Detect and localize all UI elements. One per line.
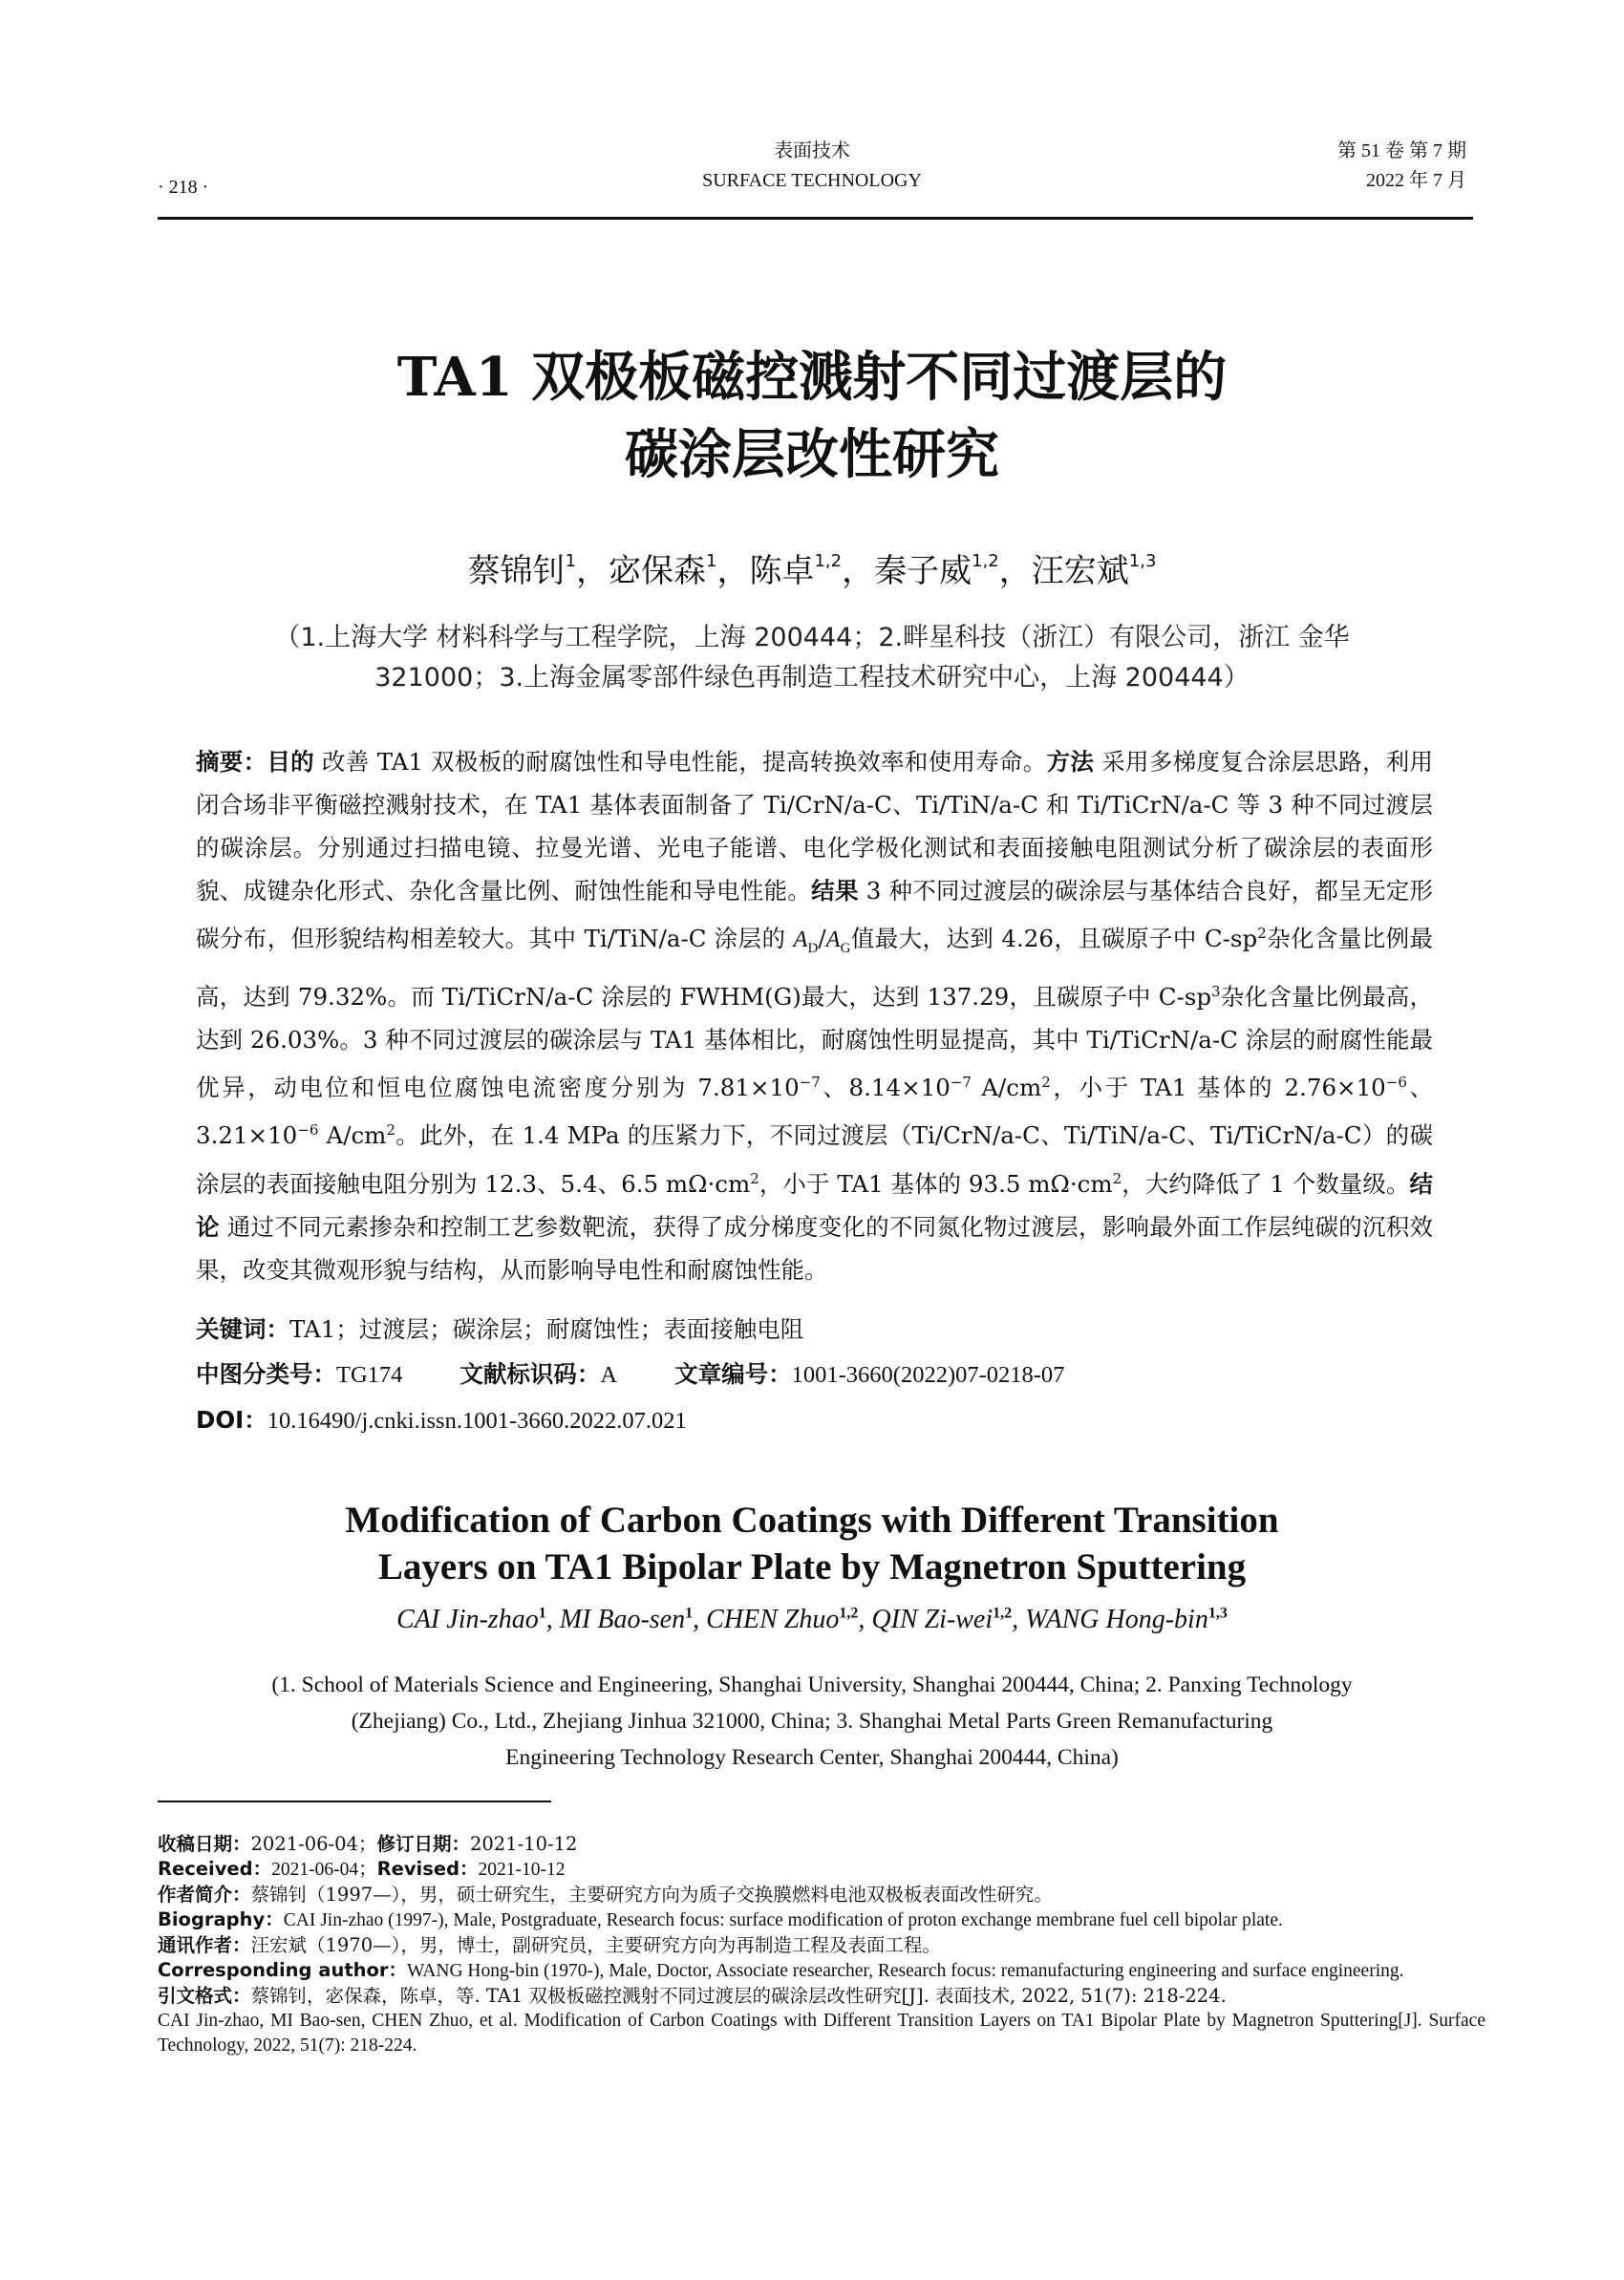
exponent: 2 bbox=[1041, 1074, 1051, 1092]
title-en-line2: Layers on TA1 Bipolar Plate by Magnetron Sputtering bbox=[377, 1545, 1247, 1587]
abstract-result: 杂化含量比例最高，达到 79.32%。而 Ti/TiCrN/a-C 涂层的 FWHM(G)最大，达到 137.29，且碳原子中 C-sp bbox=[196, 925, 1434, 1012]
author-cn: 蔡锦钊 bbox=[467, 552, 566, 590]
author-cn: 陈卓 bbox=[749, 552, 815, 590]
citation-en: CAI Jin-zhao, MI Bao-sen, CHEN Zhuo, et al. Modification of Carbon Coatings with Different Transition Layers on TA1 Bipolar Plate by Magnetron Sputtering[J]. Surface Technology, 2022, 51(7): 218-224. bbox=[158, 2011, 1485, 2056]
conclusion-label: 结论 bbox=[196, 1169, 1433, 1241]
sp2-superscript: 2 bbox=[1257, 925, 1267, 942]
affiliation-cn-line2: 321000；3.上海金属零部件绿色再制造工程技术研究中心，上海 200444） bbox=[374, 662, 1250, 693]
doi-value[interactable]: 10.16490/j.cnki.issn.1001-3660.2022.07.021 bbox=[267, 1408, 687, 1434]
page-title-cn bbox=[0, 339, 1624, 494]
objective-label: 目的 bbox=[267, 748, 314, 776]
authors-cn: 蔡锦钊$^1$，宓保森$^1$，陈卓$^{1,2}$，秦子威$^{1,2}$，汪宏斌$^{1,3}$ bbox=[467, 551, 1157, 590]
doccode-value: A bbox=[600, 1362, 618, 1388]
journal-name-cn: 表面技术 bbox=[774, 140, 850, 161]
affiliation-en-line1: (1. School of Materials Science and Engineering, Shanghai University, Shanghai 200444, China; 2. Panxing Technology bbox=[271, 1673, 1353, 1697]
title-en-line1: Modification of Carbon Coatings with Different Transition bbox=[345, 1500, 1279, 1541]
revised-en-label: Revised： bbox=[376, 1858, 479, 1880]
biography-cn bbox=[158, 1883, 1485, 1907]
abstract-result: A/cm bbox=[318, 1121, 387, 1150]
affiliation-cn bbox=[210, 618, 1414, 698]
received-en-label: Received： bbox=[158, 1858, 272, 1880]
author-en-sup: 1 bbox=[538, 1605, 546, 1622]
article-number-value: 1001-3660(2022)07-0218-07 bbox=[791, 1362, 1065, 1388]
sp3-superscript: 3 bbox=[1211, 983, 1221, 1001]
issue-info bbox=[1337, 137, 1466, 196]
abstract-conclusion: 通过不同元素掺杂和控制工艺参数靶流，获得了成分梯度变化的不同氮化物过渡层，影响最外面工作层纯碳的沉积效果，改变其微观形貌与结构，从而影响导电性和耐腐蚀性能。 bbox=[196, 1212, 1433, 1284]
clc-value: TG174 bbox=[336, 1362, 403, 1388]
keywords-value: TA1；过渡层；碳涂层；耐腐蚀性；表面接触电阻 bbox=[289, 1315, 804, 1343]
exponent: 2 bbox=[386, 1121, 395, 1140]
result-label: 结果 bbox=[811, 877, 859, 905]
citation-cn bbox=[158, 1984, 1485, 2009]
corresponding-cn-value: 汪宏斌（1970—），男，博士，副研究员，主要研究方向为再制造工程及表面工程。 bbox=[250, 1934, 941, 1956]
abstract-result: A/cm bbox=[971, 1074, 1042, 1102]
affiliation-en bbox=[210, 1667, 1414, 1776]
ad-symbol: A bbox=[793, 927, 808, 953]
doccode-label: 文献标识码： bbox=[459, 1360, 601, 1388]
article-number-label: 文章编号： bbox=[674, 1360, 792, 1388]
affiliation-en-line2: (Zhejiang) Co., Ltd., Zhejiang Jinhua 321000, China; 3. Shanghai Metal Parts Green Remanufacturing bbox=[351, 1709, 1273, 1734]
author-cn-sup: 1 bbox=[706, 551, 717, 571]
abstract-result: ，小于 TA1 基体的 2.76×10 bbox=[1050, 1074, 1386, 1102]
author-cn: 汪宏斌 bbox=[1031, 552, 1129, 590]
exponent: 2 bbox=[750, 1169, 759, 1187]
biography-en-label: Biography： bbox=[158, 1908, 284, 1930]
doi-line bbox=[196, 1402, 687, 1436]
journal-header bbox=[621, 137, 1003, 196]
exponent: −6 bbox=[1385, 1074, 1407, 1092]
abstract-result: ，大约降低了 1 个数量级。 bbox=[1122, 1169, 1410, 1198]
ag-symbol: A bbox=[825, 927, 841, 953]
author-cn-sup: 1 bbox=[565, 551, 577, 571]
author-en-sup: 1,3 bbox=[1207, 1605, 1228, 1622]
journal-name-en: SURFACE TECHNOLOGY bbox=[702, 170, 922, 191]
author-en: MI Bao-sen bbox=[559, 1605, 686, 1634]
author-cn-sup: 1,2 bbox=[972, 551, 999, 571]
method-label: 方法 bbox=[1046, 748, 1095, 776]
authors-en: CAI Jin-zhao$^1$, MI Bao-sen$^1$, CHEN Zhuo$^{1,2}$, QIN Zi-wei$^{1,2}$, WANG Hong-bin$^{1,3}$ bbox=[396, 1605, 1228, 1634]
biography-cn-value: 蔡锦钊（1997—），男，硕士研究生，主要研究方向为质子交换膜燃料电池双极板表面改性研究。 bbox=[250, 1884, 1053, 1906]
ag-subscript: G bbox=[840, 941, 851, 957]
received-en bbox=[158, 1857, 1485, 1883]
abstract-result: 。此外，在 1.4 MPa 的压紧力下，不同过渡层（Ti/CrN/a-C、Ti/TiN/a-C、Ti/TiCrN/a-C）的碳涂层的表面接触电阻分别为 12.3、5.4、6.5 mΩ·cm bbox=[196, 1121, 1433, 1198]
corresponding-en-label: Corresponding author： bbox=[158, 1959, 408, 1981]
footnotes bbox=[158, 1832, 1485, 2058]
citation-cn-label: 引文格式： bbox=[158, 1985, 251, 2007]
biography-en-value: CAI Jin-zhao (1997-), Male, Postgraduate, Research focus: surface modification of proton exchange membrane fuel cell bipolar plate. bbox=[283, 1910, 1283, 1930]
abstract-label: 摘要： bbox=[196, 748, 267, 776]
author-en-sup: 1 bbox=[685, 1605, 694, 1622]
author-en-sup: 1,2 bbox=[839, 1605, 859, 1622]
abstract-objective: 改善 TA1 双极板的耐腐蚀性和导电性能，提高转换效率和使用寿命。 bbox=[313, 748, 1047, 776]
affiliation-en-line3: Engineering Technology Research Center, Shanghai 200444, China) bbox=[505, 1745, 1119, 1770]
author-en: CAI Jin-zhao bbox=[396, 1605, 539, 1634]
author-en-sup: 1,2 bbox=[993, 1605, 1013, 1622]
corresponding-cn bbox=[158, 1933, 1485, 1958]
classification-line bbox=[196, 1356, 1064, 1390]
issue-date: 2022 年 7 月 bbox=[1366, 170, 1466, 191]
exponent: −6 bbox=[297, 1121, 319, 1140]
author-en: CHEN Zhuo bbox=[706, 1605, 840, 1634]
title-cn-line1: TA1 双极板磁控溅射不同过渡层的 bbox=[396, 346, 1228, 409]
exponent: −7 bbox=[799, 1074, 821, 1092]
title-cn-line2: 碳涂层改性研究 bbox=[625, 423, 999, 487]
page-number: · 218 · bbox=[158, 177, 209, 198]
keywords bbox=[196, 1311, 803, 1345]
revised-cn-value: 2021-10-12 bbox=[469, 1833, 578, 1855]
abstract-result: ，小于 TA1 基体的 93.5 mΩ·cm bbox=[759, 1169, 1113, 1198]
abstract-result: 3 种不同过渡层的碳涂层与基体结合良好，都呈无定形碳分布，但形貌结构相差较大。其中 Ti/TiN/a-C 涂层的 bbox=[196, 877, 1434, 953]
ad-subscript: D bbox=[807, 941, 819, 957]
author-cn-sup: 1,2 bbox=[814, 551, 843, 571]
header-rule bbox=[158, 217, 1473, 220]
footnote-rule bbox=[158, 1801, 551, 1802]
received-cn-label: 收稿日期： bbox=[158, 1833, 251, 1855]
ratio-slash: / bbox=[818, 925, 826, 953]
revised-en-value: 2021-10-12 bbox=[478, 1860, 566, 1880]
author-cn: 秦子威 bbox=[874, 552, 972, 590]
author-en: WANG Hong-bin bbox=[1025, 1605, 1208, 1634]
revised-cn-label: 修订日期： bbox=[376, 1833, 470, 1855]
corresponding-en bbox=[158, 1958, 1485, 1984]
corresponding-cn-label: 通讯作者： bbox=[158, 1934, 251, 1956]
biography-cn-label: 作者简介： bbox=[158, 1884, 251, 1906]
biography-en bbox=[158, 1907, 1485, 1933]
page-title-en bbox=[0, 1498, 1624, 1591]
affiliation-cn-line1: （1.上海大学 材料科学与工程学院，上海 200444；2.畔星科技（浙江）有限公司，浙江 金华 bbox=[274, 623, 1350, 652]
abstract bbox=[196, 740, 1433, 1291]
abstract-result: 、8.14×10 bbox=[820, 1074, 951, 1102]
abstract-result: 值最大，达到 4.26，且碳原子中 C-sp bbox=[850, 925, 1258, 953]
corresponding-en-value: WANG Hong-bin (1970-), Male, Doctor, Associate researcher, Research focus: remanufacturing engineering and surface engineering. bbox=[407, 1961, 1404, 1981]
exponent: −7 bbox=[950, 1074, 972, 1092]
received-cn-value: 2021-06-04； bbox=[250, 1833, 377, 1855]
citation-cn-value: 蔡锦钊，宓保森，陈卓，等. TA1 双极板磁控溅射不同过渡层的碳涂层改性研究[J]. 表面技术, 2022, 51(7): 218-224. bbox=[250, 1985, 1227, 2007]
abstract-result: 、3.21×10 bbox=[196, 1074, 1433, 1150]
abstract-result: 杂化含量比例最高，达到 26.03%。3 种不同过渡层的碳涂层与 TA1 基体相比，耐腐蚀性明显提高，其中 Ti/TiCrN/a-C 涂层的耐腐性能最优异，动电位和恒电位腐蚀电流密度分别为 7.81×10 bbox=[196, 983, 1434, 1102]
exponent: 2 bbox=[1112, 1169, 1122, 1187]
doi-label: DOI： bbox=[196, 1406, 267, 1434]
author-cn: 宓保森 bbox=[609, 552, 707, 590]
volume-issue: 第 51 卷 第 7 期 bbox=[1337, 140, 1466, 161]
keywords-label: 关键词： bbox=[196, 1315, 289, 1343]
author-en: QIN Zi-wei bbox=[871, 1605, 994, 1634]
received-cn bbox=[158, 1832, 1485, 1857]
author-cn-sup: 1,3 bbox=[1128, 551, 1157, 571]
abstract-method: 采用多梯度复合涂层思路，利用闭合场非平衡磁控溅射技术，在 TA1 基体表面制备了 Ti/CrN/a-C、Ti/TiN/a-C 和 Ti/TiCrN/a-C 等 3 种不同过渡层的碳涂层。分别通过扫描电镜、拉曼光谱、光电子能谱、电化学极化测试和表面接触电阻测试分析了碳涂层的表面形貌、成键杂化形式、杂化含量比例、耐蚀性能和导电性能。 bbox=[196, 748, 1434, 905]
received-en-value: 2021-06-04； bbox=[271, 1860, 377, 1880]
clc-label: 中图分类号： bbox=[196, 1360, 336, 1388]
